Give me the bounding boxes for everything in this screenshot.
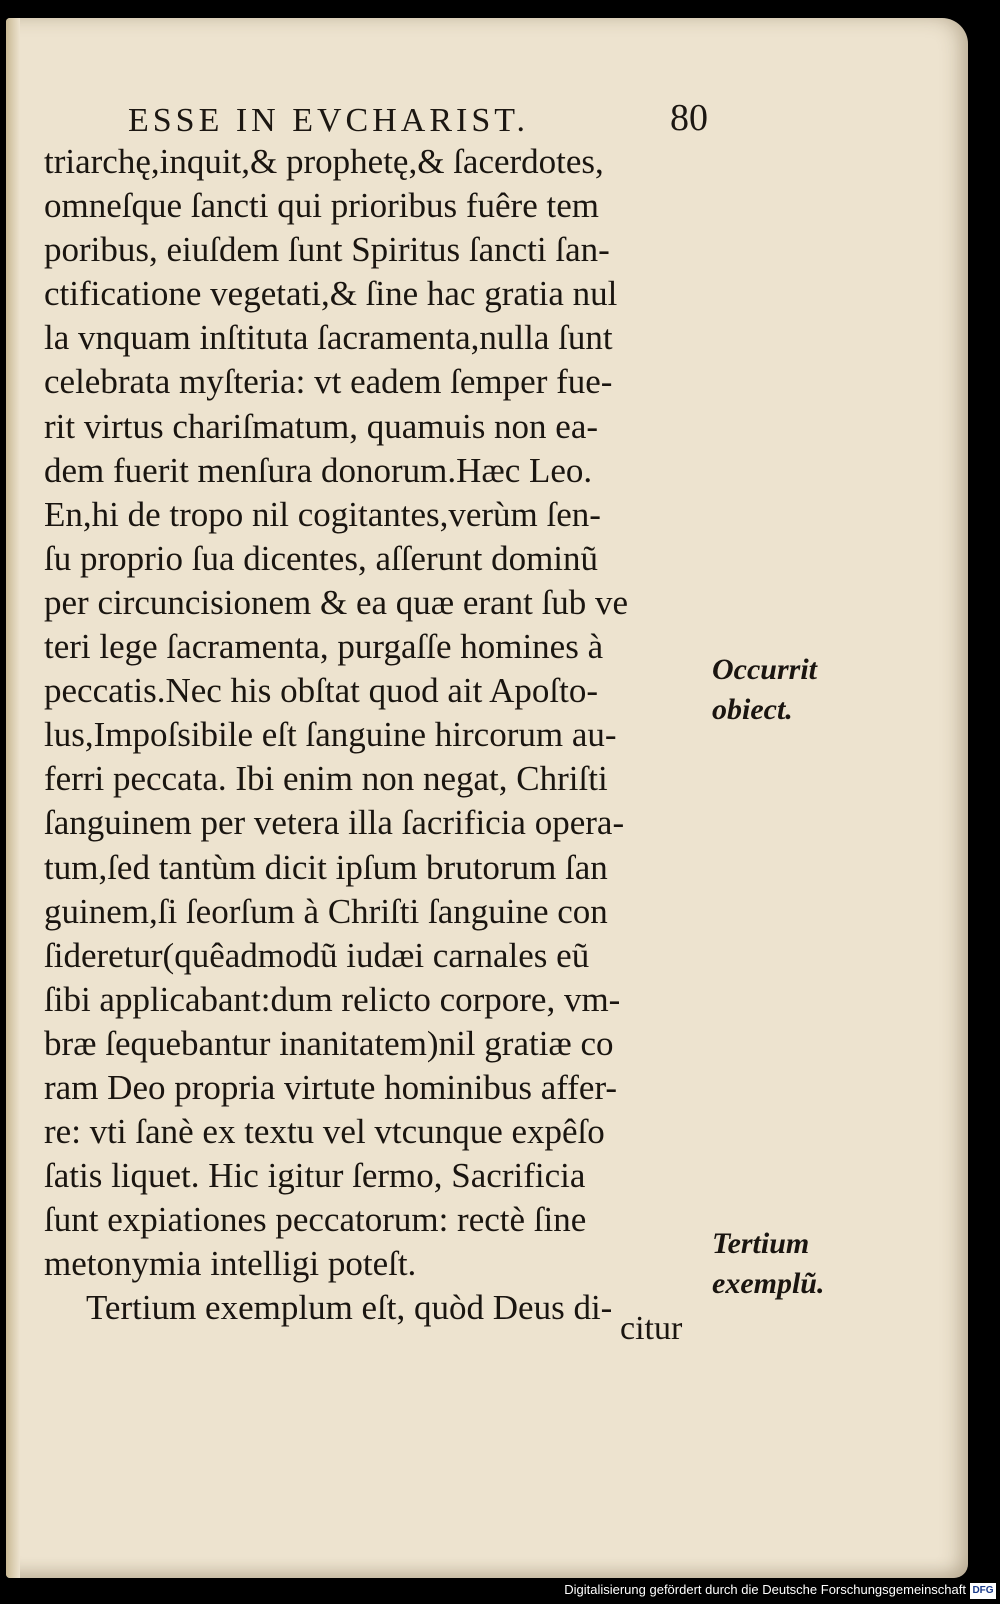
text-line: En,hi de tropo nil cogitantes,verùm ſen- (44, 494, 601, 534)
margin-note-line: Occurrit (712, 653, 817, 686)
text-line: bræ ſequebantur inanitatem)nil gratiæ co (44, 1023, 614, 1063)
text-line: omneſque ſancti qui prioribus fuêre tem (44, 186, 599, 226)
body-text (44, 140, 704, 1331)
text-line: triarchę,inquit,& prophetę,& ſacerdotes, (44, 142, 604, 181)
margin-note-line: Tertium (712, 1227, 810, 1260)
text-line: ſu proprio ſua dicentes, aſſerunt dominũ (44, 538, 599, 578)
text-line: dem fuerit menſura donorum.Hæc Leo. (44, 450, 593, 490)
text-line: Tertium exemplum eſt, quòd Deus di- (86, 1288, 613, 1328)
text-line: ram Deo propria virtute hominibus affer- (44, 1067, 618, 1107)
page-gutter-edge (6, 18, 20, 1578)
margin-note-line: obiect. (712, 693, 793, 726)
text-line: poribus, eiuſdem ſunt Spiritus ſancti ſan- (44, 230, 610, 270)
footer-bar (0, 1580, 1000, 1604)
margin-note-third-example (712, 1224, 825, 1304)
catchword: citur (620, 1310, 683, 1347)
text-line: tum,ſed tantùm dicit ipſum brutorum ſan (44, 847, 608, 887)
digitization-credit: Digitalisierung gefördert durch die Deutsche Forschungsgemeinschaft (564, 1582, 966, 1597)
text-line: peccatis.Nec his obſtat quod ait Apoſto- (44, 671, 599, 711)
text-line: lus,Impoſsibile eſt ſanguine hircorum au- (44, 715, 617, 755)
text-line: ſunt expiationes peccatorum: rectè ſine (44, 1200, 587, 1240)
text-line: la vnquam inſtituta ſacramenta,nulla ſunt (44, 318, 613, 358)
text-line: ferri peccata. Ibi enim non negat, Chriſti (44, 759, 608, 799)
text-line: guinem,ſi ſeorſum à Chriſti ſanguine con (44, 891, 608, 931)
text-line: per circuncisionem & ea quæ erant ſub ve (44, 582, 629, 622)
dfg-logo-icon: DFG (970, 1583, 996, 1599)
running-title: ESSE IN EVCHARIST. (128, 102, 529, 139)
text-line: ſideretur(quêadmodũ iudæi carnales eũ (44, 935, 590, 975)
text-line: ctificatione vegetati,& ſine hac gratia nul (44, 274, 618, 314)
text-line: ſibi applicabant:dum relicto corpore, vm- (44, 979, 621, 1019)
text-line: ſatis liquet. Hic igitur ſermo, Sacrificia (44, 1156, 586, 1196)
page-number: 80 (670, 97, 708, 139)
margin-note-line: exemplũ. (712, 1267, 825, 1300)
text-line: ſanguinem per vetera illa ſacrificia opera- (44, 803, 625, 843)
text-line: re: vti ſanè ex textu vel vtcunque expêſo (44, 1112, 605, 1152)
margin-note-objection (712, 650, 817, 730)
text-line: teri lege ſacramenta, purgaſſe homines à (44, 627, 604, 667)
text-line: rit virtus chariſmatum, quamuis non ea- (44, 406, 599, 446)
text-line: celebrata myſteria: vt eadem ſemper fue- (44, 362, 613, 402)
text-line: metonymia intelligi poteſt. (44, 1244, 417, 1284)
